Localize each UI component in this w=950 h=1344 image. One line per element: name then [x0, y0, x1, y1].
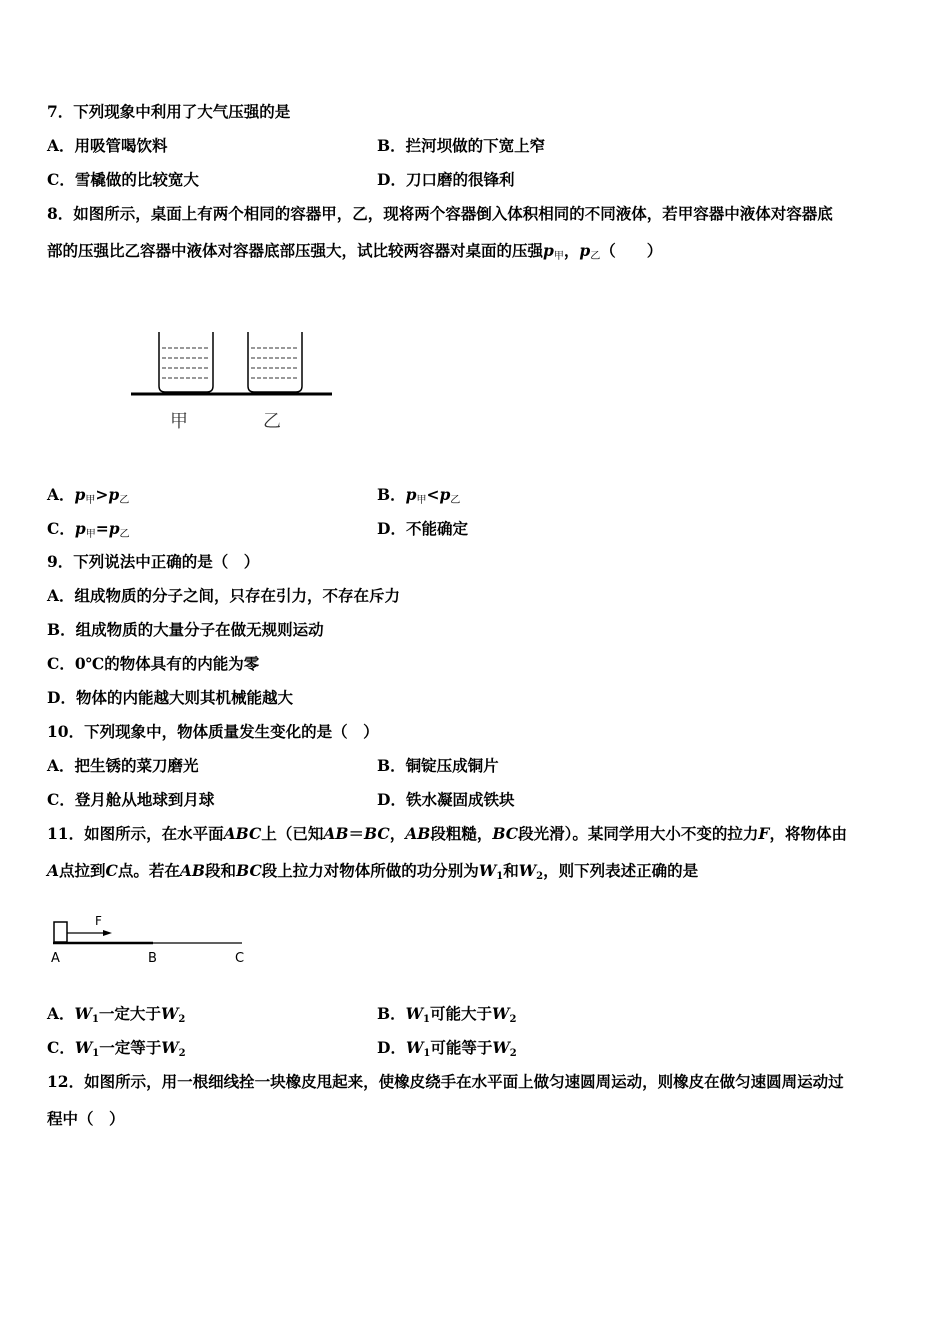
- q11-stem-line2: A点拉到C点。若在AB段和BC段上拉力对物体所做的功分别为W1和W2，则下列表述正确的是: [47, 861, 699, 882]
- q10-option-d[interactable]: D．铁水凝固成铁块: [377, 790, 515, 809]
- container-jia: [159, 332, 213, 392]
- q8-option-c[interactable]: C．$p_甲=p_乙$: [47, 519, 130, 540]
- label-yi: 乙: [263, 411, 281, 432]
- q8-option-b[interactable]: B．$p_甲<p_乙$: [377, 485, 461, 506]
- label-jia: 甲: [170, 411, 188, 432]
- q9-option-c[interactable]: C．0℃的物体具有的内能为零: [47, 654, 260, 673]
- q9-option-b[interactable]: B．组成物质的大量分子在做无规则运动: [47, 620, 324, 639]
- q7-option-a[interactable]: A．用吸管喝饮料: [47, 136, 168, 155]
- q11-option-a[interactable]: A．W1一定大于W2: [47, 1004, 186, 1025]
- label-F: F: [95, 914, 102, 928]
- block: [54, 922, 67, 942]
- q9-option-d[interactable]: D．物体的内能越大则其机械能越大: [47, 688, 293, 707]
- q8-option-a[interactable]: A．$p_甲>p_乙$: [47, 485, 130, 506]
- q7-option-d[interactable]: D．刀口磨的很锋利: [377, 170, 515, 189]
- q7-stem: 7．下列现象中利用了大气压强的是: [47, 102, 291, 121]
- q10-option-b[interactable]: B．铜锭压成铜片: [377, 756, 499, 775]
- q9-stem: 9．下列说法中正确的是（ ）: [47, 552, 260, 571]
- label-B: B: [148, 951, 157, 966]
- q11-option-b[interactable]: B．W1可能大于W2: [377, 1004, 517, 1025]
- q8-option-d[interactable]: D．不能确定: [377, 519, 468, 538]
- q11-stem-line1: 11．如图所示，在水平面ABC上（已知AB＝BC，AB段粗糙，BC段光滑）。某同学用大小不变的拉力F，将物体由: [47, 824, 847, 843]
- q8-figure: [128, 328, 338, 438]
- q10-option-a[interactable]: A．把生锈的菜刀磨光: [47, 756, 199, 775]
- label-A: A: [51, 951, 60, 966]
- q8-stem-line1: 8．如图所示，桌面上有两个相同的容器甲，乙，现将两个容器倒入体积相同的不同液体，若甲容器中液体对容器底: [47, 204, 833, 223]
- q8-stem-line2: 部的压强比乙容器中液体对容器底部压强大，试比较两容器对桌面的压强$p_甲$，$p_乙$（ ）: [47, 241, 663, 262]
- q10-stem: 10．下列现象中，物体质量发生变化的是（ ）: [47, 722, 379, 741]
- container-yi: [248, 332, 302, 392]
- q11-option-c[interactable]: C．W1一定等于W2: [47, 1038, 186, 1059]
- q11-option-d[interactable]: D．W1可能等于W2: [377, 1038, 517, 1059]
- q7-option-c[interactable]: C．雪橇做的比较宽大: [47, 170, 199, 189]
- q11-figure: [48, 910, 253, 972]
- q10-option-c[interactable]: C．登月舱从地球到月球: [47, 790, 215, 809]
- q12-stem-line1: 12．如图所示，用一根细线拴一块橡皮甩起来，使橡皮绕手在水平面上做匀速圆周运动，则橡皮在做匀速圆周运动过: [47, 1072, 844, 1091]
- q9-option-a[interactable]: A．组成物质的分子之间，只存在引力，不存在斥力: [47, 586, 401, 605]
- q12-stem-line2: 程中（ ）: [47, 1109, 125, 1128]
- q7-option-b[interactable]: B．拦河坝做的下宽上窄: [377, 136, 546, 155]
- label-C: C: [235, 951, 245, 966]
